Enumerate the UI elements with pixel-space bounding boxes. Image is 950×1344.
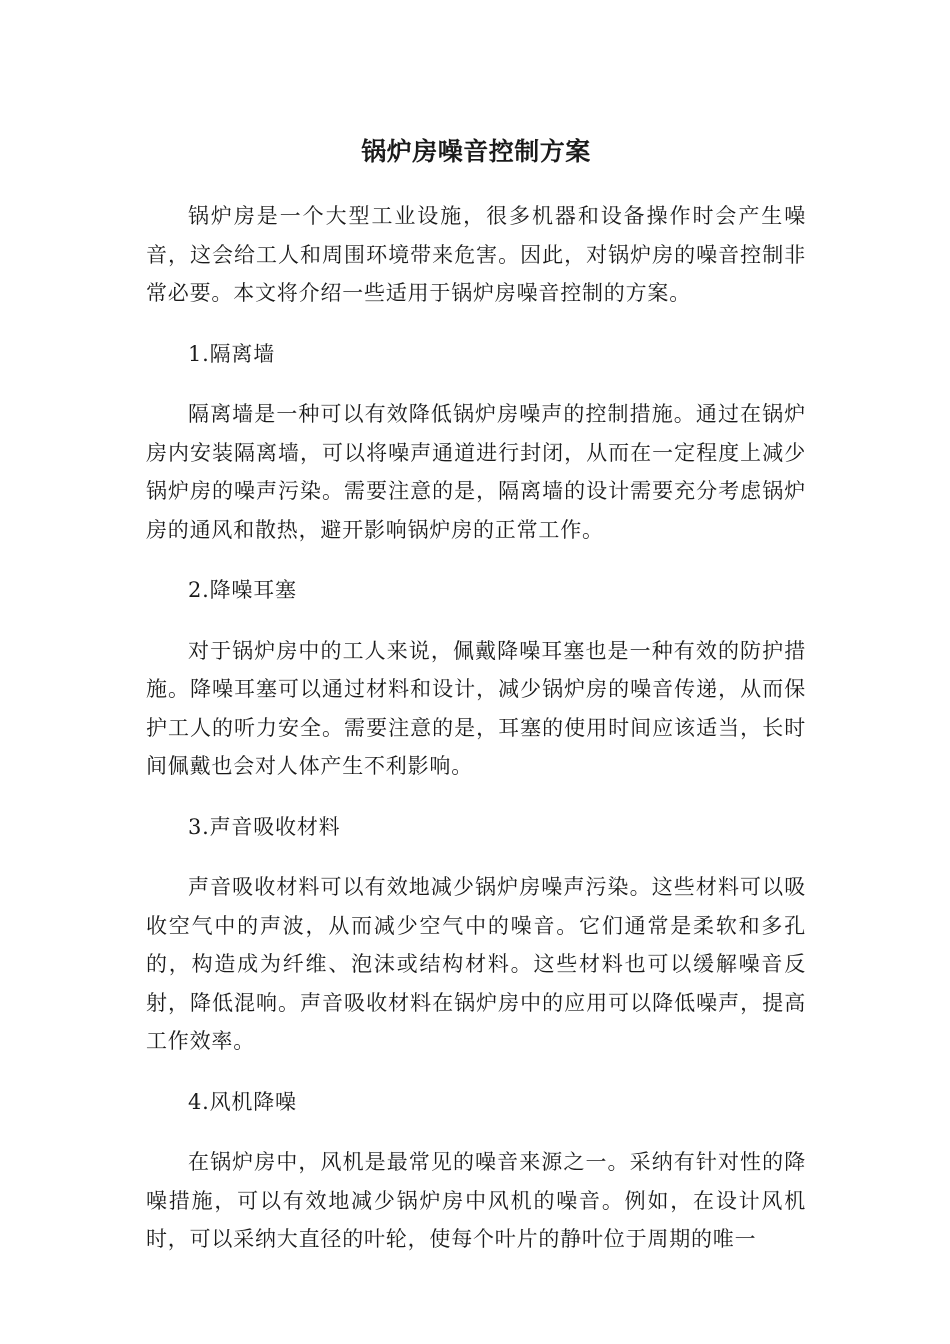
spacer: [146, 1061, 806, 1083]
spacer: [146, 313, 806, 335]
section-heading-earplugs: 2.降噪耳塞: [188, 578, 297, 602]
section-body-fan-noise: 在锅炉房中，风机是最常见的噪音来源之一。采纳有针对性的降噪措施，可以有效地减少锅炉房中风机的噪音。例如，在设计风机时，可以采纳大直径的叶轮，使每个叶片的静叶位于周期的唯一: [146, 1150, 806, 1251]
section-body-earplugs: 对于锅炉房中的工人来说，佩戴降噪耳塞也是一种有效的防护措施。降噪耳塞可以通过材料和设计，减少锅炉房的噪音传递，从而保护工人的听力安全。需要注意的是，耳塞的使用时间应该适当，长时间佩戴也会对人体产生不利影响。: [146, 638, 806, 778]
spacer: [146, 1121, 806, 1143]
intro-paragraph: 锅炉房是一个大型工业设施，很多机器和设备操作时会产生噪音，这会给工人和周围环境带来危害。因此，对锅炉房的噪音控制非常必要。本文将介绍一些适用于锅炉房噪音控制的方案。: [146, 204, 806, 305]
document-page: [146, 128, 806, 1259]
spacer: [146, 373, 806, 395]
section-heading-partition-wall: 1.隔离墙: [188, 341, 276, 366]
spacer: [146, 610, 806, 632]
spacer: [146, 549, 806, 571]
spacer: [146, 846, 806, 868]
document-title: 锅炉房噪音控制方案: [361, 137, 591, 166]
section-body-sound-absorbing: 声音吸收材料可以有效地减少锅炉房噪声污染。这些材料可以吸收空气中的声波，从而减少空气中的噪音。它们通常是柔软和多孔的，构造成为纤维、泡沫或结构材料。这些材料也可以缓解噪音反射，降低混响。声音吸收材料在锅炉房中的应用可以降低噪声，提高工作效率。: [146, 875, 806, 1053]
spacer: [146, 786, 806, 808]
section-heading-sound-absorbing: 3.声音吸收材料: [188, 814, 341, 839]
section-body-partition-wall: 隔离墙是一种可以有效降低锅炉房噪声的控制措施。通过在锅炉房内安装隔离墙，可以将噪声通道进行封闭，从而在一定程度上减少锅炉房的噪声污染。需要注意的是，隔离墙的设计需要充分考虑锅炉房的通风和散热，避开影响锅炉房的正常工作。: [146, 402, 806, 542]
section-heading-fan-noise: 4.风机降噪: [188, 1089, 297, 1114]
